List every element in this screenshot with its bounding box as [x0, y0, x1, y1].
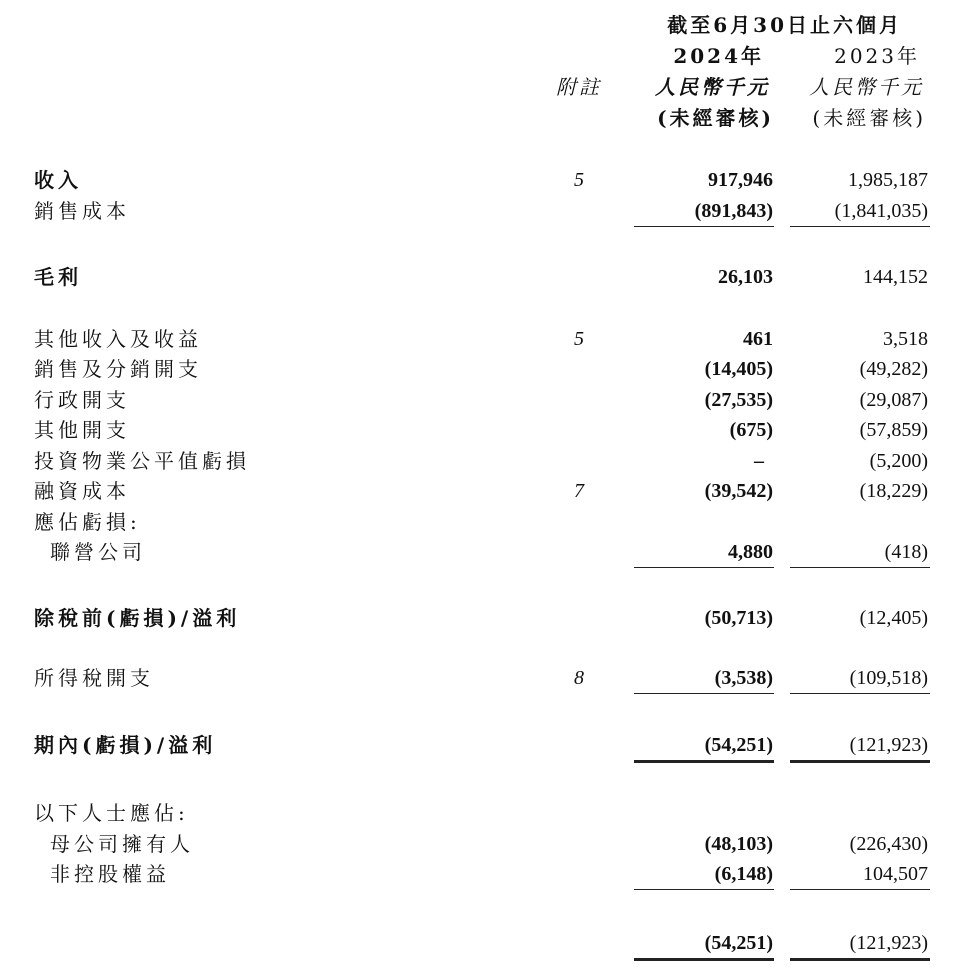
cost-of-sales-2024: (891,843) — [694, 200, 773, 222]
revenue-2024: 917,946 — [708, 169, 773, 191]
double-underline — [634, 958, 774, 961]
fair-value-loss-label: 投資物業公平值虧損 — [34, 449, 250, 473]
nci-label: 非控股權益 — [50, 862, 170, 886]
cost-of-sales-label: 銷售成本 — [34, 199, 130, 223]
period-heading: 截至6月30日止六個月 — [667, 13, 902, 37]
finance-costs-label: 融資成本 — [34, 479, 130, 503]
other-income-2023: 3,518 — [883, 328, 928, 350]
underline — [790, 889, 930, 890]
period-result-label: 期內(虧損)/溢利 — [34, 733, 217, 757]
income-tax-label: 所得稅開支 — [34, 666, 154, 690]
admin-expenses-label: 行政開支 — [34, 388, 130, 412]
fair-value-loss-2023: (5,200) — [869, 450, 928, 472]
gross-profit-2023: 144,152 — [863, 266, 928, 288]
pre-tax-2024: (50,713) — [704, 607, 773, 629]
other-income-label: 其他收入及收益 — [34, 327, 202, 351]
gross-profit-label: 毛利 — [34, 265, 82, 289]
audit-2023-heading: (未經審核) — [812, 106, 926, 130]
selling-expenses-label: 銷售及分銷開支 — [34, 357, 202, 381]
other-expenses-2023: (57,859) — [859, 419, 928, 441]
revenue-2023: 1,985,187 — [848, 169, 928, 191]
underline — [634, 889, 774, 890]
year-2024-heading: 2024年 — [673, 44, 764, 68]
period-result-2024: (54,251) — [704, 734, 773, 756]
nci-2023: 104,507 — [863, 863, 928, 885]
other-expenses-label: 其他開支 — [34, 418, 130, 442]
gross-profit-2024: 26,103 — [718, 266, 773, 288]
admin-expenses-2024: (27,535) — [704, 389, 773, 411]
audit-2024-heading: (未經審核) — [657, 106, 774, 130]
parent-owners-2024: (48,103) — [704, 833, 773, 855]
unit-2023-heading: 人民幣千元 — [809, 75, 924, 99]
year-2023-heading: 2023年 — [834, 44, 920, 68]
other-expenses-2024: (675) — [729, 419, 773, 441]
other-income-note: 5 — [574, 328, 584, 350]
income-tax-2024: (3,538) — [714, 667, 773, 689]
underline — [790, 693, 930, 694]
underline — [790, 226, 930, 227]
associates-2024: 4,880 — [728, 541, 773, 563]
total-2024: (54,251) — [704, 932, 773, 954]
selling-expenses-2023: (49,282) — [859, 358, 928, 380]
parent-owners-label: 母公司擁有人 — [50, 832, 194, 856]
period-result-2023: (121,923) — [849, 734, 928, 756]
unit-2024-heading: 人民幣千元 — [655, 75, 770, 99]
note-column-heading: 附註 — [556, 75, 602, 99]
revenue-label: 收入 — [34, 168, 82, 192]
finance-costs-2023: (18,229) — [859, 480, 928, 502]
attributable-label: 以下人士應佔: — [34, 801, 189, 825]
pre-tax-2023: (12,405) — [859, 607, 928, 629]
other-income-2024: 461 — [743, 328, 773, 350]
share-of-losses-label: 應佔虧損: — [34, 510, 141, 534]
selling-expenses-2024: (14,405) — [704, 358, 773, 380]
cost-of-sales-2023: (1,841,035) — [834, 200, 928, 222]
finance-costs-note: 7 — [574, 480, 584, 502]
underline — [634, 567, 774, 568]
double-underline — [790, 760, 930, 763]
underline — [790, 567, 930, 568]
underline — [634, 693, 774, 694]
finance-costs-2024: (39,542) — [704, 480, 773, 502]
associates-2023: (418) — [884, 541, 928, 563]
admin-expenses-2023: (29,087) — [859, 389, 928, 411]
double-underline — [790, 958, 930, 961]
fair-value-loss-2024: – — [754, 450, 764, 472]
pre-tax-label: 除稅前(虧損)/溢利 — [34, 606, 241, 630]
nci-2024: (6,148) — [714, 863, 773, 885]
double-underline — [634, 760, 774, 763]
income-tax-note: 8 — [574, 667, 584, 689]
total-2023: (121,923) — [849, 932, 928, 954]
income-tax-2023: (109,518) — [849, 667, 928, 689]
associates-label: 聯營公司 — [50, 540, 146, 564]
revenue-note: 5 — [574, 169, 584, 191]
parent-owners-2023: (226,430) — [849, 833, 928, 855]
underline — [634, 226, 774, 227]
